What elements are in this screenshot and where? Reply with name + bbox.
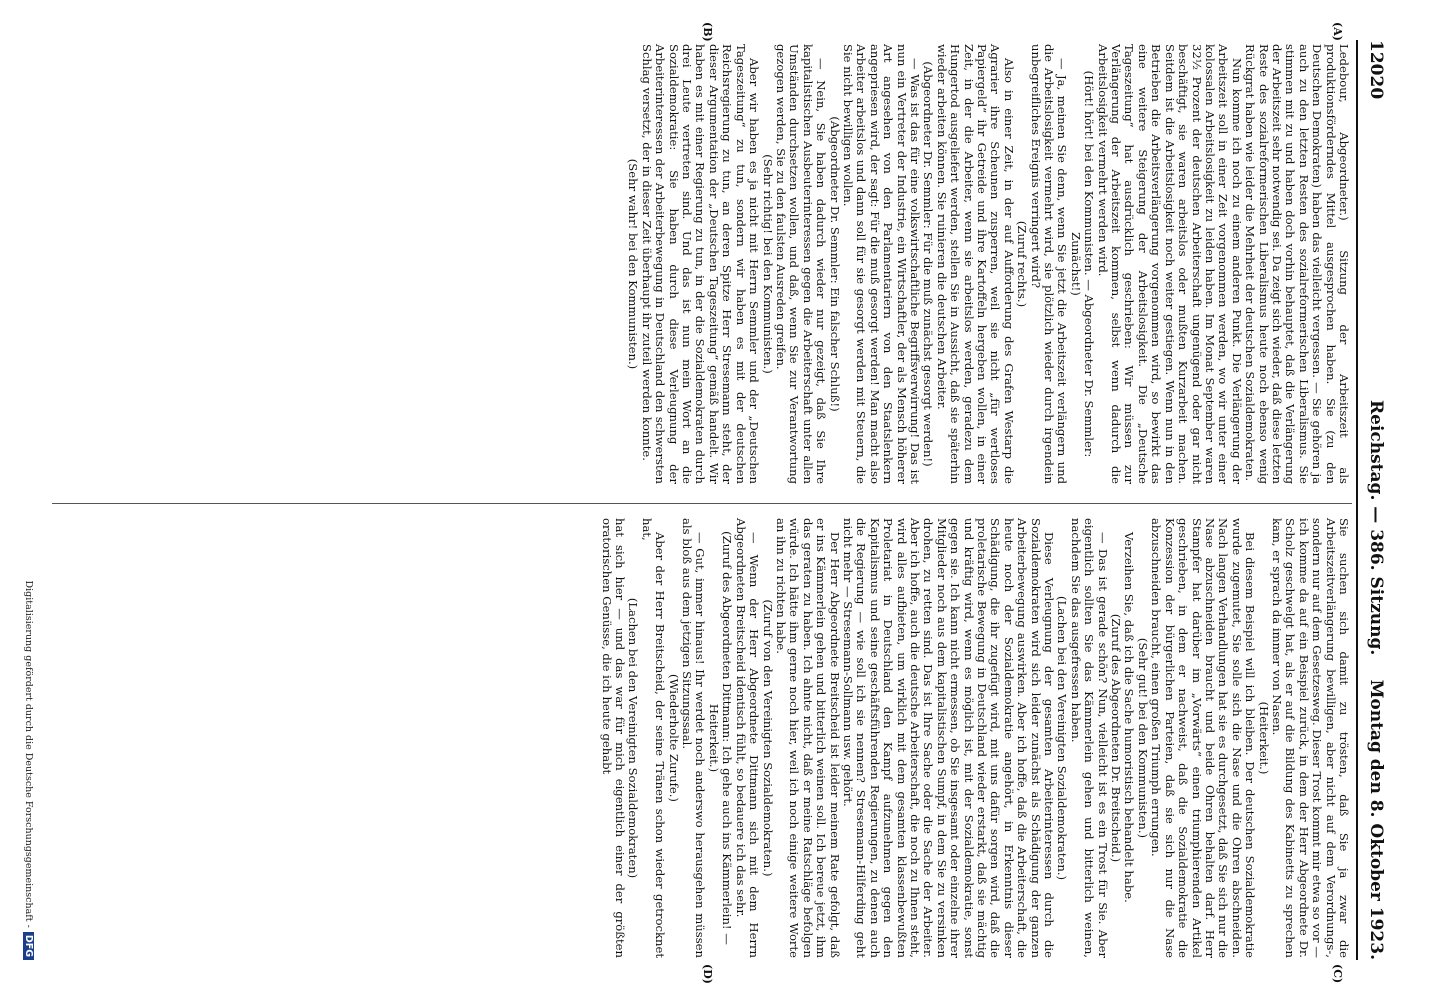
digitization-credit: [23, 40, 34, 960]
interjection: (Abgeordneter Dr. Semmler: Für die muß zunächst gesorgt werden!): [921, 61, 936, 467]
paragraph: Der Herr Abgeordnete Breitscheid ist leider meinem Rate gefolgt, daß er ins Kämmerlein gehen und bitterlich weinen soll. Ich bereue jetzt, ihm das geraten zu haben. Ich ahnte nicht, daß er meine Ratschläge befolgen würde. Ich hätte ihm gerne noch hier, weil ich noch einige weitere Worte an ihn zu richten habe.: [773, 518, 842, 958]
page-number: 12020: [1366, 40, 1386, 100]
paragraph: — Das ist gerade schön? Nun, vielleicht ist es ein Trost für Sie. Aber eigentlich sollten Sie das Kämmerlein gehen und bitterlich weinen, nachdem Sie das ausgefressen haben.: [1068, 518, 1110, 958]
credit-text: Digitalisierung gefördert durch die Deutsche Forschungsgemeinschaft -: [23, 580, 34, 928]
interjection: (Sehr richtig! bei den Kommunisten.): [760, 154, 775, 374]
dfg-logo: DFG: [23, 932, 34, 960]
paragraph: — Was ist das für eine volkswirtschaftliche Begriffsverwirrung! Das ist nun ein Vertreter der Industrie, ein Wirtschaftler, der als Mensch höherer Art angesehen von den Parlamentariern von den Staatslenkern angepriesen wird, der sagt: Für die muß gesorgt werden! Man macht also Arbeiter arbeitslos und dann soll für sie gesorgt werden mit Steuern, die Sie nicht bewilligen wollen.: [840, 44, 922, 484]
paragraph: Verzeihen Sie, daß ich die Sache humoristisch behandelt habe.: [1122, 532, 1137, 903]
right-column: [599, 518, 1350, 958]
interjection: (Hört! hört! bei den Kommunisten. — Abgeordneter Dr. Semmler: Zunächst!): [1068, 70, 1097, 458]
paragraph: — Nein, Sie haben dadurch wieder nur gezeigt, daß Sie Ihre kapitalistischen Ausbeuterinteressen gegen die Arbeiterschaft unter allen Umständen durchsetzen wollen, und daß, wenn Sie zur Verantwortung gezogen werden, Sie zu den faulsten Ausreden greifen.: [773, 44, 829, 484]
paragraph: Ledebour, Abgeordneter.) Sitzung der Arbeitszeit als produktionsförderndes Mittel ausgesprochen haben. Sie (zu den Deutschen Demokraten) haben das vielleicht vergessen. — Sie gehören ja auch zu den letzten Resten des sozialreformerischen Liberalismus. Sie stimmen mit zu und haben doch vorhin behauptet, daß die Verlängerung der Arbeitszeit sehr notwendig sei. Da zeigt sich wieder, daß diese letzten Reste des sozialreformerischen Liberalismus heute noch ebenso wenig Rückgrat haben wie leider die Mehrheit der deutschen Sozialdemokraten.: [1243, 44, 1351, 484]
margin-mark-a: (A): [1331, 22, 1344, 41]
margin-mark-b: (B): [701, 22, 714, 42]
paragraph: Aber der Herr Breitscheid, der seine Tränen schon wieder getrocknet hat,: [639, 518, 668, 958]
margin-mark-c: (C): [1331, 964, 1344, 984]
interjection: (Zuruf rechts.): [1015, 220, 1030, 308]
session-date: Montag den 8. Oktober 1923.: [1366, 679, 1386, 960]
session-title: Reichstag. — 386. Sitzung.: [1366, 400, 1386, 656]
paragraph: Also in einer Zeit, in der auf Aufforderung des Grafen Westarp die Agrarier ihre Scheunen zusperren, weil sie nicht „für wertloses Papiergeld“ ihr Getreide und ihre Kartoffeln hergeben wollen, in einer Zeit, in der die Arbeiter, wenn sie arbeitslos werden, geradezu dem Hungertod ausgeliefert werden, stellen Sie in Aussicht, daß sie späterhin wieder arbeiten können. Sie ruinieren die deutschen Arbeiter.: [934, 44, 1016, 484]
interjection: (Heiterkeit.): [1256, 701, 1271, 775]
interjection: (Lachen bei den Vereinigten Sozialdemokraten): [626, 597, 641, 879]
interjection: (Sehr gut! bei den Kommunisten.): [1135, 637, 1150, 839]
header-rule: [1356, 40, 1358, 960]
paragraph: — Wenn der Herr Abgeordnete Dittmann sich mit dem Herrn Abgeordneten Breitscheid identisch fühlt, so bedauere ich das sehr.: [733, 518, 762, 958]
paragraph: hat sich hier — und das war für mich eigentlich einer der größten oratorischen Genüsse, die ich heute gehabt: [599, 518, 628, 958]
interjection: (Lachen bei den Vereinigten Sozialdemokraten.): [1055, 595, 1070, 881]
left-column: [626, 44, 1350, 484]
margin-mark-d: (D): [701, 964, 714, 984]
interjection: (Wiederholte Zurufe.): [666, 674, 681, 802]
paragraph: — Gut, immer hinaus! Ihr werdet noch anderswo herausgehen müssen als bloß aus dem jetzigen Sitzungssaal.: [680, 518, 708, 958]
column-divider: [52, 503, 1352, 504]
paragraph: Sie suchen sich damit zu trösten, daß Sie ja zwar die Arbeitszeitverlängerung bewilligen, aber nicht auf dem Verordnungs-, sondern nur auf dem Gesetzesweg. Dieser Trost kommt mir etwa so vor — ich komme da auf ein Beispiel zurück, in dem der Herr Abgeordnete Dr. Scholz geschwelgt hat, als er auf die Bildung des Kabinetts zu sprechen kam, er sprach da immer von Nasen.: [1269, 518, 1351, 958]
paragraph: Diese Verleugnung der gesamten Arbeiterinteressen durch die Sozialdemokraten wird sich leider zunächst als Schädigung der ganzen Arbeiterbewegung auswirken. Aber ich hoffe, daß die Arbeiterschaft, die heute noch der Sozialdemokratie angehört, in Erkenntnis dieser Schädigung, die ihr zugefügt wird, mit uns dafür sorgen wird, daß die proletarische Bewegung in Deutschland wieder erstarkt, daß sie mächtig und kräftig wird, wenn es möglich ist, mit der Sozialdemokratie, sonst gegen sie. Ich kann nicht ermessen, ob Sie insgesamt oder einzelne ihrer Mitglieder noch aus dem kapitalistischen Sumpf, in dem Sie zu versinken drohen, zu retten sind. Das ist Ihre Sache oder die Sache der Arbeiter. Aber ich hoffe, auch die deutsche Arbeiterschaft, die noch zu Ihnen steht, wird alles aufbieten, um wirklich mit dem gesamten klassenbewußten Proletariat in Deutschland den Kampf aufzunehmen gegen den Kapitalismus und seine geschäftsführenden Regierungen, zu denen auch die Regierung — wie soll ich sie nennen? Stresemann-Hilferding geht nicht mehr — Stresemann-Sollmann usw. gehört.: [840, 518, 1057, 958]
interjection: (Zuruf von den Vereinigten Sozialdemokraten.): [760, 599, 775, 877]
paragraph: — Ja, meinen Sie denn, wenn Sie jetzt die Arbeitszeit verlängern und die Arbeitslosigkeit vermehrt wird, sie plötzlich wieder durch irgendein unbegreifliches Ereignis verringert wird?: [1028, 44, 1070, 484]
interjection: (Zuruf des Abgeordneten Dr. Breitscheid.): [1109, 613, 1124, 863]
paragraph: Bei diesem Beispiel will ich bleiben. Der deutschen Sozialdemokratie wurde zugemutet, Sie solle sich die Nase und die Ohren abschneiden. Nach langen Verhandlungen hat sie es durchgesetzt, daß Sie sich nur die Nase abzuschneiden braucht und beide Ohren behalten darf. Herr Stampfer hat darüber im „Vorwärts“ einen triumphierenden Artikel geschrieben, in dem er nachweist, daß die Sozialdemokratie die Konzession der bürgerlichen Parteien, daß sie sich nur die Nase abzuschneiden braucht, einen großen Triumph errungen.: [1149, 518, 1258, 958]
paragraph: Aber wir haben es ja nicht mit Herrn Semmler und der „Deutschen Tageszeitung“ zu tun, sondern wir haben es mit der deutschen Reichsregierung zu tun, an deren Spitze Herr Stresemann steht, der dieser Argumentation der „Deutschen Tageszeitung“ gemäß handelt. Wir haben es mit einer Regierung zu tun, in der die Sozialdemokraten durch drei Leute vertreten sind. Und das ist nun mein Wort an die Sozialdemokratie: Sie haben durch diese Verleugnung der Arbeiterinteressen der Arbeiterbewegung in Deutschland den schwersten Schlag versetzt, der in dieser Zeit überhaupt ihr zuteil werden konnte.: [639, 44, 762, 484]
interjection: (Abgeordneter Dr. Semmler: Ein falscher Schluß!): [827, 116, 842, 412]
interjection: (Sehr wahr! bei den Kommunisten.): [626, 158, 641, 370]
page-header: [1362, 40, 1386, 960]
interjection: (Zuruf des Abgeordneten Dittmann: Ich gehe auch ins Kämmerlein! — Heiterkeit.): [706, 531, 735, 945]
paragraph: Nun komme ich noch zu einem anderen Punkt. Die Verlängerung der Arbeitszeit soll in einer Zeit vorgenommen werden, wo wir unter einer kolossalen Arbeitslosigkeit zu leiden haben. Im Monat September waren 32½ Prozent der deutschen Arbeiterschaft ungenügend oder gar nicht beschäftigt, sie waren arbeitslos oder mußten Kurzarbeit machen. Seitdem ist die Arbeitslosigkeit noch weiter gestiegen. Wenn nun in den Betrieben die Arbeitsverlängerung vorgenommen wird, so bewirkt das eine weitere Steigerung der Arbeitslosigkeit. Die „Deutsche Tageszeitung“ hat ausdrücklich geschrieben: Wir müssen zur Verlängerung der Arbeitszeit kommen, selbst wenn dadurch die Arbeitslosigkeit vermehrt werden wird.: [1095, 44, 1244, 484]
